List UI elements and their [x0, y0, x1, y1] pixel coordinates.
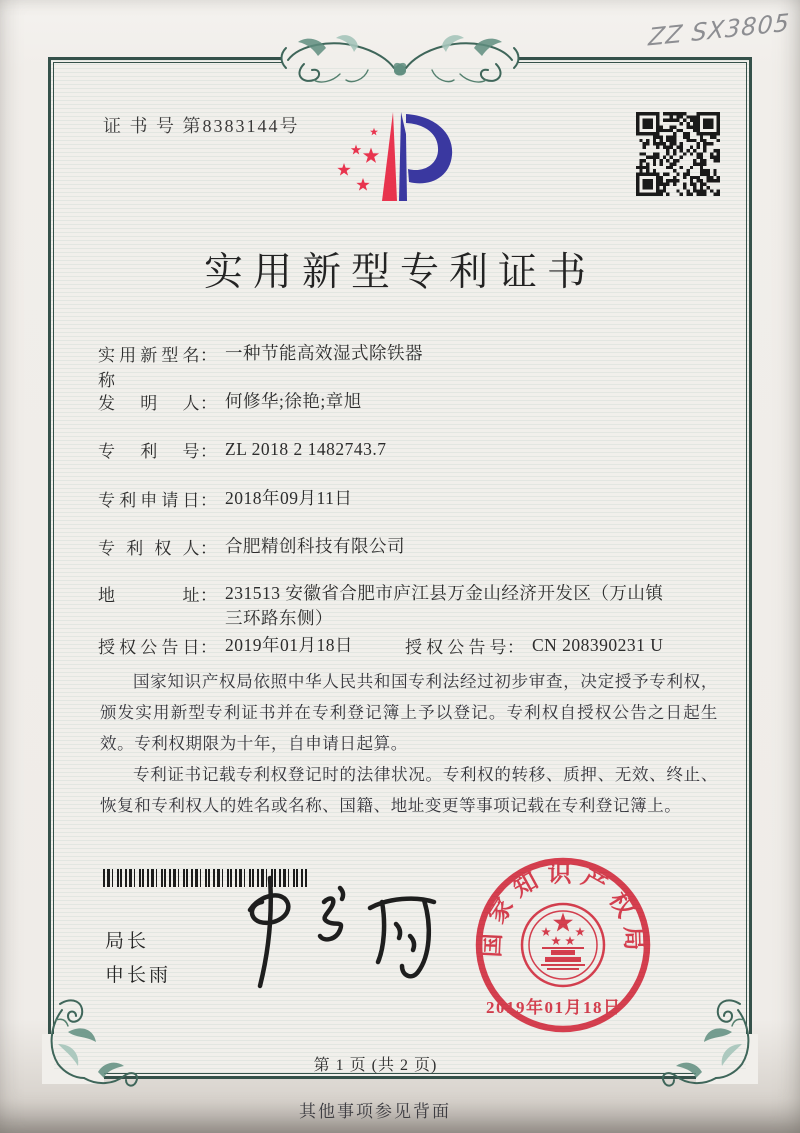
field-label: 授权公告号 [405, 638, 507, 657]
legal-paragraph-1: 国家知识产权局依照中华人民共和国专利法经过初步审查，决定授予专利权，颁发实用新型专利证书并在专利登记簿上予以登记。专利权自授权公告之日起生效。专利权期限为十年，自申请日起算。 [100, 672, 718, 753]
field-value: 2018年09月11日 [225, 488, 353, 508]
handwritten-annotation: ZZ SX3805 [647, 8, 791, 52]
legal-text [100, 666, 718, 821]
cnipa-logo-icon [330, 104, 470, 236]
field-value: 何修华;徐艳;章旭 [225, 391, 362, 411]
field-filing-date: 专利申请日 ： 2018年09月11日 [98, 488, 353, 510]
seal-authority-text: 国家知识产权局 [479, 861, 647, 959]
field-label: 专利申请日 [98, 491, 200, 510]
field-label: 发明人 [98, 394, 200, 413]
field-value: 合肥精创科技有限公司 [225, 536, 405, 556]
legal-paragraph-2: 专利证书记载专利权登记时的法律状况。专利权的转移、质押、无效、终止、恢复和专利权人的姓名或名称、国籍、地址变更等事项记载在专利登记簿上。 [100, 765, 718, 815]
field-patent-number: 专利号 ： ZL 2018 2 1482743.7 [98, 439, 387, 461]
field-grant-date: 授权公告日 ： 2019年01月18日 [98, 635, 353, 657]
field-value: 231513 安徽省合肥市庐江县万金山经济开发区（万山镇三环路东侧） [225, 583, 664, 628]
national-emblem-icon [522, 904, 604, 986]
official-seal [466, 851, 662, 1057]
field-address: 地址 ： 231513 安徽省合肥市庐江县万金山经济开发区（万山镇三环路东侧） [98, 581, 677, 631]
field-inventors: 发明人 ： 何修华;徐艳;章旭 [98, 391, 362, 413]
qr-code [636, 112, 720, 196]
field-value: CN 208390231 U [532, 635, 664, 655]
field-value: 一种节能高效湿式除铁器 [225, 343, 423, 363]
field-label: 专利号 [98, 442, 200, 461]
field-grant-number: 授权公告号 ： CN 208390231 U [405, 635, 664, 657]
corner-flourish-bottom-left [36, 992, 148, 1096]
back-side-note: 其他事项参见背面 [299, 1102, 451, 1121]
dragon-flourish-ornament [272, 32, 528, 84]
field-patentee: 专利权人 ： 合肥精创科技有限公司 [98, 536, 405, 558]
certificate-title: 实用新型专利证书 [203, 251, 596, 294]
field-label: 实用新型名称 [98, 346, 200, 390]
corner-flourish-bottom-right [652, 992, 764, 1096]
commissioner-signature [212, 868, 462, 996]
field-value: ZL 2018 2 1482743.7 [225, 439, 387, 459]
field-value: 2019年01月18日 [225, 635, 353, 655]
signer-name: 申长雨 [105, 965, 172, 986]
field-utility-model-name: 实用新型名称 ： 一种节能高效湿式除铁器 [98, 343, 423, 390]
field-label: 地址 [98, 586, 200, 605]
field-label: 授权公告日 [98, 638, 200, 657]
field-label: 专利权人 [98, 539, 200, 558]
certificate-number: 证 书 号 第8383144号 [103, 116, 300, 136]
signer-title: 局长 [105, 931, 150, 952]
page-number: 第 1 页 (共 2 页) [313, 1057, 438, 1074]
seal-date: 2019年01月18日 [486, 998, 622, 1017]
